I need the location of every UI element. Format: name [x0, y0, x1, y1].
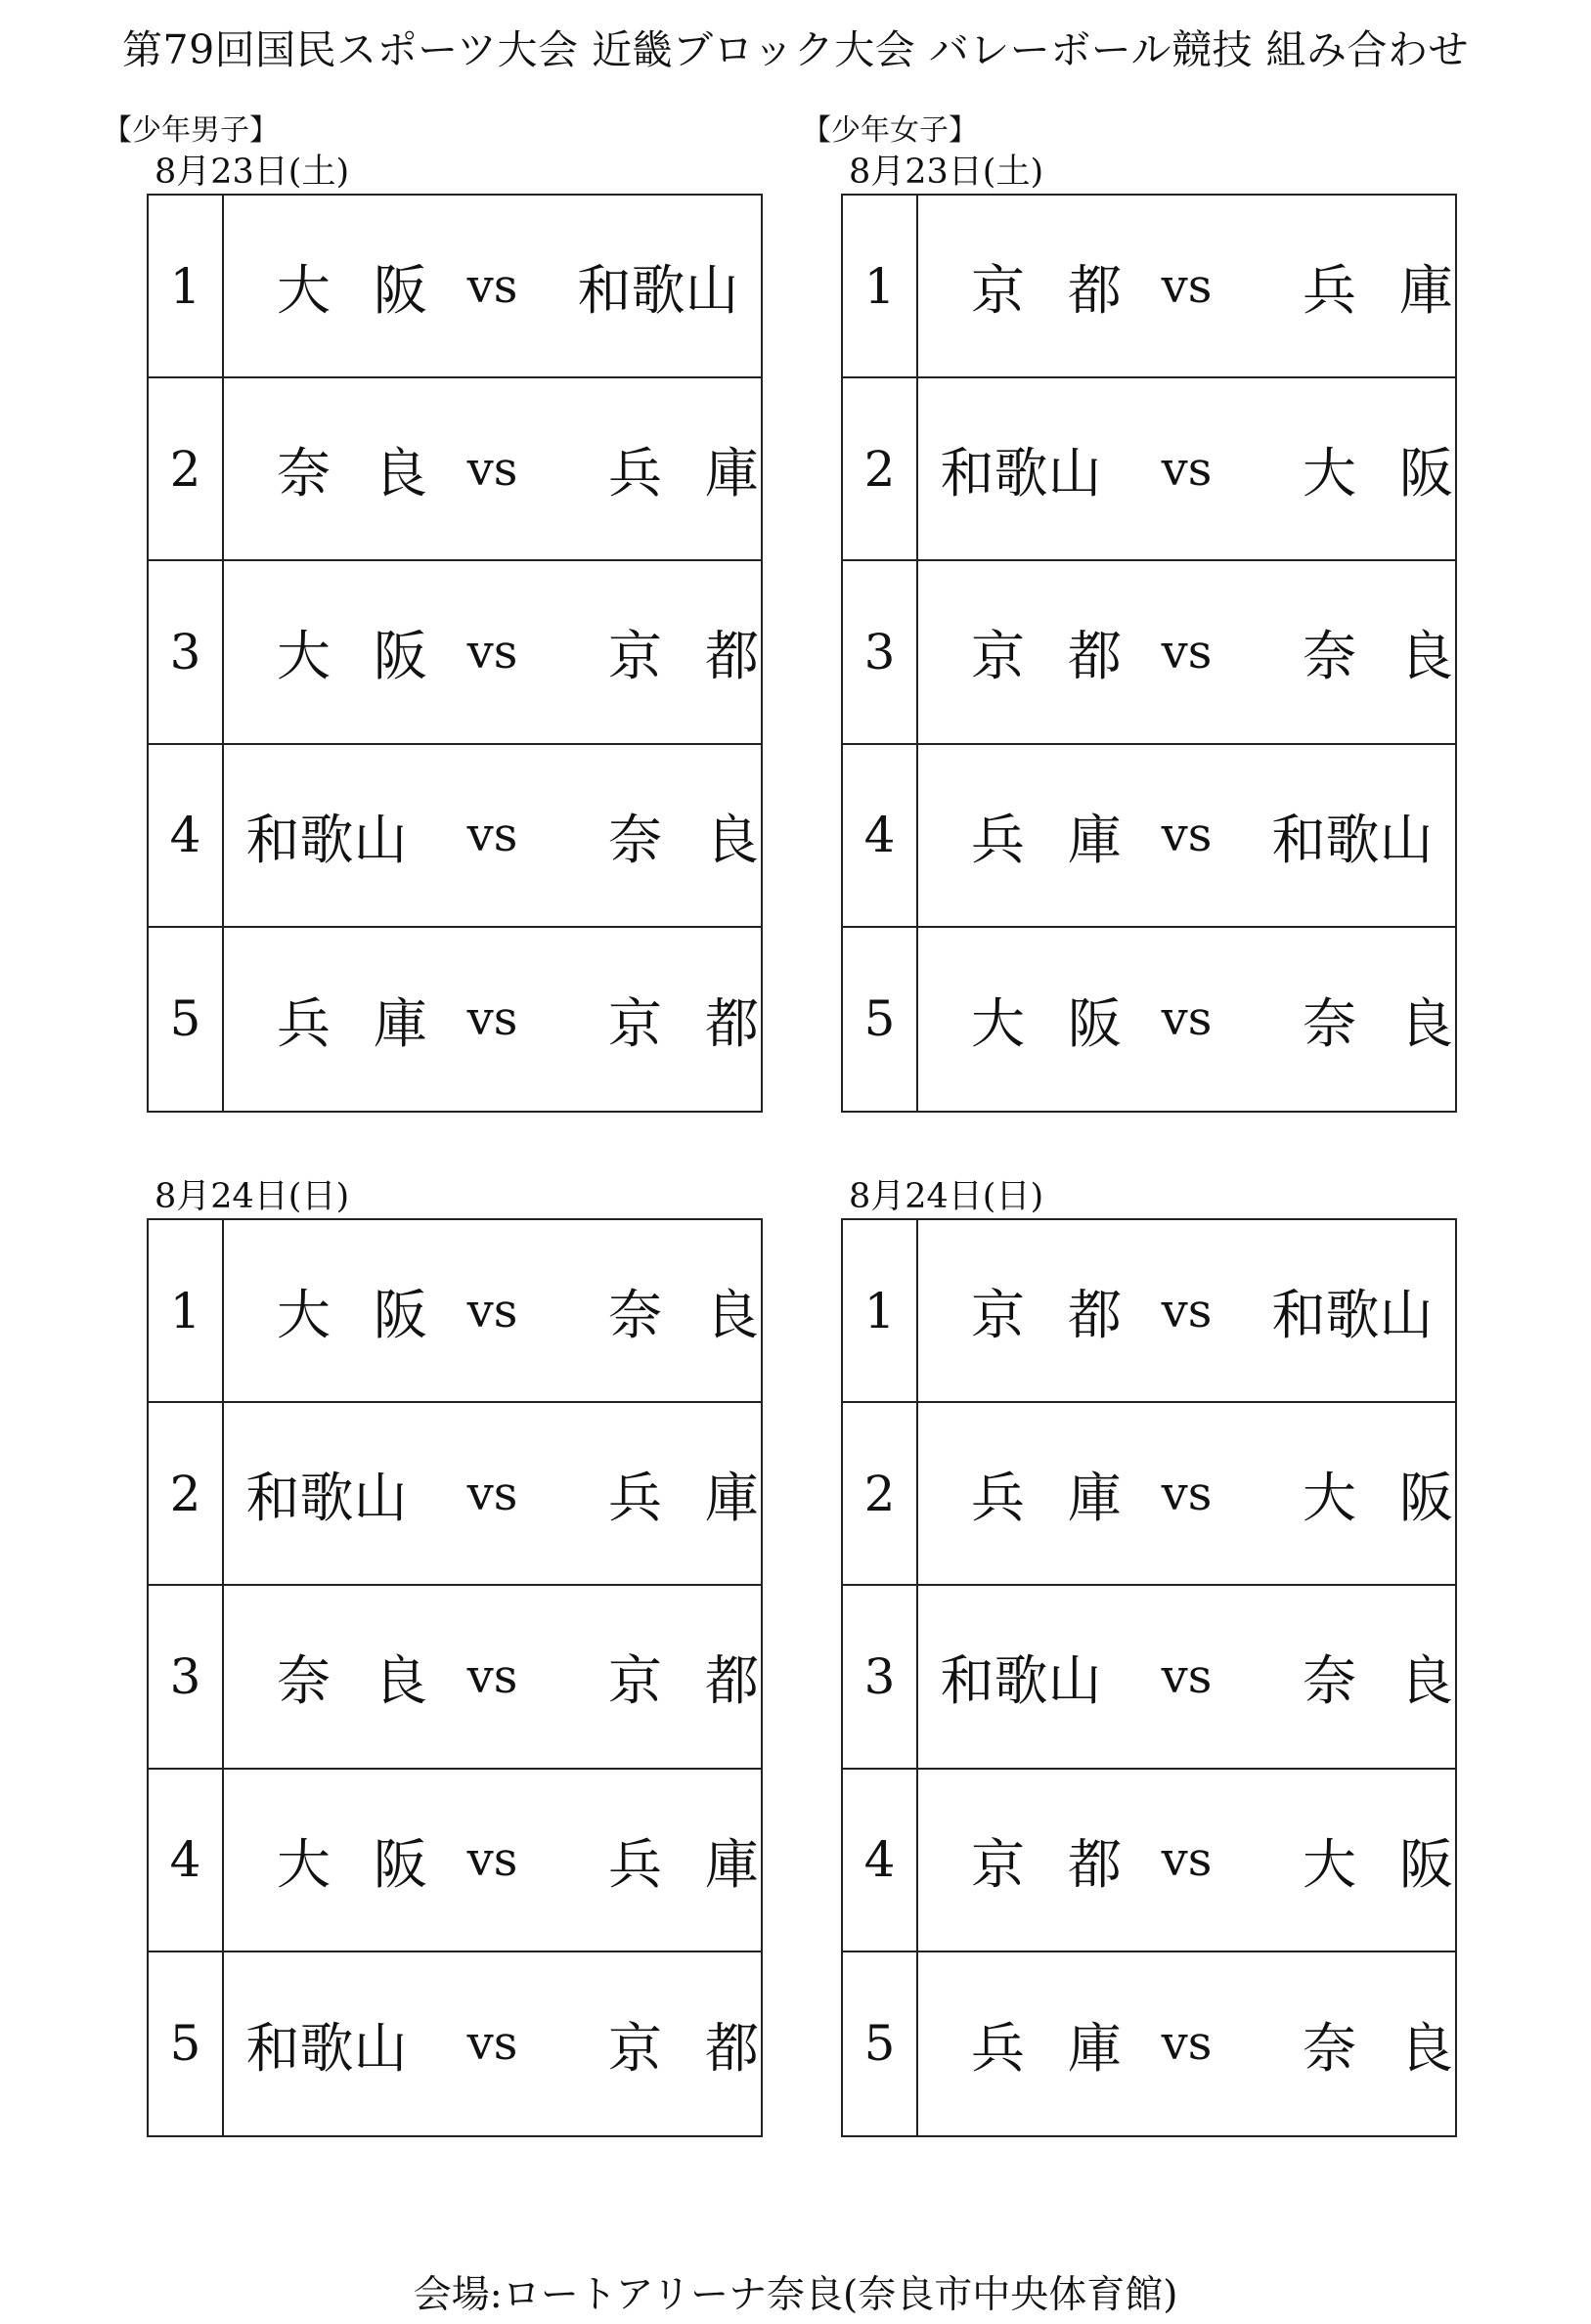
match-pairing [918, 1403, 1497, 1584]
match-row [149, 1403, 803, 1586]
match-number: 5 [149, 1952, 224, 2135]
match-number: 3 [843, 1586, 918, 1767]
match-row [149, 928, 803, 1111]
vs-label: vs [466, 991, 518, 1047]
match-row [149, 1952, 803, 2135]
vs-label: vs [466, 1832, 518, 1888]
vs-label: vs [1161, 1832, 1213, 1888]
match-number: 5 [843, 1952, 918, 2135]
match-number: 3 [843, 561, 918, 742]
team-a: 京都 [971, 1284, 1166, 1347]
vs-label: vs [466, 624, 518, 680]
boys-day2-date: 8月24日(日) [155, 1177, 350, 1216]
vs-label: vs [466, 1466, 518, 1521]
match-row [843, 1586, 1497, 1769]
match-row [843, 196, 1497, 378]
match-pairing [224, 378, 803, 559]
match-row [843, 1952, 1497, 2135]
team-a: 大阪 [277, 1832, 471, 1896]
team-b: 大阪 [1303, 1832, 1497, 1896]
girls-category-label: 【少年女子】 [802, 113, 978, 148]
team-a: 京都 [971, 259, 1166, 323]
match-row [843, 745, 1455, 928]
match-pairing [224, 1952, 803, 2135]
vs-label: vs [466, 808, 518, 863]
match-row [843, 1770, 1497, 1952]
vs-label: vs [466, 1283, 518, 1338]
girls-day2-schedule [841, 1218, 1497, 2137]
match-number: 4 [149, 745, 224, 926]
match-number: 2 [149, 378, 224, 559]
match-pairing [918, 1952, 1497, 2135]
team-a: 大阪 [277, 625, 471, 688]
match-pairing [224, 1220, 803, 1401]
team-b: 奈良 [608, 808, 803, 871]
match-pairing [224, 561, 803, 742]
team-a: 和歌山 [940, 1649, 1102, 1713]
team-b: 和歌山 [1271, 808, 1434, 871]
team-b: 奈良 [1303, 2016, 1497, 2080]
team-b: 和歌山 [1271, 1284, 1434, 1347]
match-number: 5 [149, 928, 224, 1111]
team-b: 兵庫 [608, 1467, 803, 1530]
team-a: 兵庫 [971, 808, 1166, 871]
match-number: 3 [149, 561, 224, 742]
match-pairing [224, 928, 803, 1111]
boys-day1-date: 8月23日(土) [155, 153, 350, 192]
match-number: 1 [843, 1220, 918, 1401]
match-pairing [918, 561, 1497, 742]
team-a: 和歌山 [245, 2016, 408, 2080]
team-a: 奈良 [277, 1649, 471, 1713]
team-a: 大阪 [971, 991, 1166, 1055]
match-row [149, 1770, 803, 1952]
match-pairing [918, 196, 1497, 376]
team-b: 兵庫 [608, 1832, 803, 1896]
team-a: 和歌山 [245, 808, 408, 871]
match-number: 3 [149, 1586, 224, 1767]
team-b: 奈良 [1303, 991, 1497, 1055]
match-number: 2 [149, 1403, 224, 1584]
match-row [149, 561, 803, 744]
venue-note: 会場:ロートアリーナ奈良(奈良市中央体育館) [413, 2273, 1178, 2317]
match-pairing [224, 196, 761, 376]
boys-category-label: 【少年男子】 [103, 113, 279, 148]
vs-label: vs [1161, 624, 1213, 680]
match-pairing [918, 378, 1497, 559]
team-a: 京都 [971, 625, 1166, 688]
match-pairing [224, 745, 803, 926]
vs-label: vs [1161, 2016, 1213, 2072]
vs-label: vs [1161, 1466, 1213, 1521]
team-b: 奈良 [1303, 625, 1497, 688]
team-b: 兵庫 [608, 442, 803, 505]
team-b: 京都 [608, 1649, 803, 1713]
girls-day1-date: 8月23日(土) [849, 153, 1044, 192]
vs-label: vs [1161, 1648, 1213, 1704]
match-pairing [918, 1770, 1497, 1951]
vs-label: vs [1161, 1283, 1213, 1338]
match-number: 1 [843, 196, 918, 376]
team-b: 奈良 [1303, 1649, 1497, 1713]
match-row [843, 561, 1497, 744]
vs-label: vs [1161, 808, 1213, 863]
girls-day1-schedule [841, 194, 1497, 1113]
team-a: 大阪 [277, 259, 471, 323]
boys-day1-schedule [147, 194, 803, 1113]
match-row [149, 1220, 803, 1403]
team-b: 奈良 [608, 1284, 803, 1347]
match-pairing [918, 1220, 1455, 1401]
team-b: 和歌山 [577, 259, 739, 323]
match-pairing [918, 745, 1455, 926]
match-number: 1 [149, 1220, 224, 1401]
team-b: 大阪 [1303, 1467, 1497, 1530]
match-pairing [918, 1586, 1497, 1767]
team-b: 京都 [608, 991, 803, 1055]
vs-label: vs [466, 441, 518, 497]
team-a: 和歌山 [245, 1467, 408, 1530]
vs-label: vs [1161, 258, 1213, 314]
girls-day2-date: 8月24日(日) [849, 1177, 1044, 1216]
match-row [149, 378, 803, 561]
vs-label: vs [1161, 441, 1213, 497]
match-row [843, 928, 1497, 1111]
match-number: 5 [843, 928, 918, 1111]
match-number: 1 [149, 196, 224, 376]
vs-label: vs [1161, 991, 1213, 1047]
match-number: 4 [149, 1770, 224, 1951]
team-b: 大阪 [1303, 442, 1497, 505]
match-pairing [224, 1403, 803, 1584]
team-a: 奈良 [277, 442, 471, 505]
vs-label: vs [466, 1648, 518, 1704]
team-b: 京都 [608, 2016, 803, 2080]
match-number: 4 [843, 745, 918, 926]
vs-label: vs [466, 2016, 518, 2072]
match-pairing [918, 928, 1497, 1111]
vs-label: vs [466, 258, 518, 314]
match-number: 2 [843, 378, 918, 559]
team-b: 兵庫 [1303, 259, 1497, 323]
team-a: 和歌山 [940, 442, 1102, 505]
team-a: 大阪 [277, 1284, 471, 1347]
match-row [843, 378, 1497, 561]
match-pairing [224, 1770, 803, 1951]
team-a: 兵庫 [277, 991, 471, 1055]
match-number: 4 [843, 1770, 918, 1951]
match-row [843, 1220, 1455, 1403]
match-row [149, 1586, 803, 1769]
boys-day2-schedule [147, 1218, 803, 2137]
match-row [149, 745, 803, 928]
team-a: 兵庫 [971, 1467, 1166, 1530]
match-row [149, 196, 761, 378]
match-pairing [224, 1586, 803, 1767]
team-a: 兵庫 [971, 2016, 1166, 2080]
match-number: 2 [843, 1403, 918, 1584]
match-row [843, 1403, 1497, 1586]
page-title: 第79回国民スポーツ大会 近畿ブロック大会 バレーボール競技 組み合わせ [122, 26, 1469, 73]
team-b: 京都 [608, 625, 803, 688]
team-a: 京都 [971, 1832, 1166, 1896]
